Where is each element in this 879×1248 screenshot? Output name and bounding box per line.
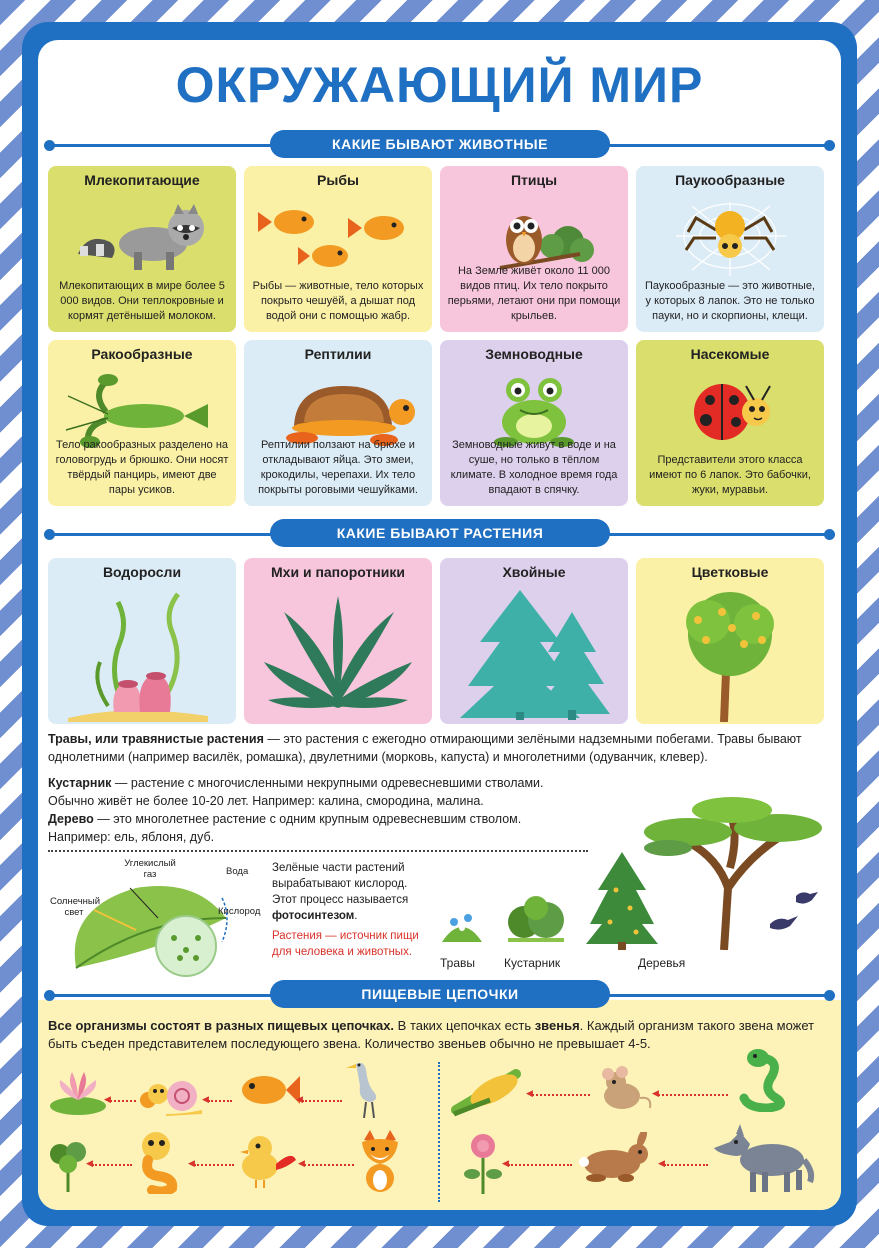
wolf-icon	[710, 1122, 816, 1194]
label-water: Вода	[226, 866, 249, 877]
term-shrub: Кустарник	[48, 776, 112, 790]
plant-card-conifers	[440, 558, 628, 724]
chain-arrow	[194, 1164, 234, 1166]
dotted-separator	[48, 850, 588, 852]
food-text-1: В таких цепочках есть	[394, 1018, 535, 1033]
animal-card-arachnids	[636, 166, 824, 332]
card-title: Насекомые	[690, 346, 770, 362]
food-bold-1: Все организмы состоят в разных пищевых цепочках.	[48, 1018, 395, 1033]
section-title-food: ПИЩЕВЫЕ ЦЕПОЧКИ	[270, 980, 610, 1008]
poster-sheet	[38, 40, 841, 1210]
food-bold-2: звенья	[534, 1018, 580, 1033]
goldfish-icon	[244, 192, 432, 276]
label-co2: Углекислый газ	[124, 858, 176, 880]
label-oxygen: Кислород	[218, 906, 261, 917]
animal-card-amphibians	[440, 340, 628, 506]
label-sunlight: Солнечный свет	[50, 896, 101, 918]
text-tree-1: — это многолетнее растение с одним крупным одревесневшим стволом.	[93, 812, 522, 826]
chick-icon	[236, 1130, 300, 1190]
animal-card-fish	[244, 166, 432, 332]
ladybug-icon	[636, 366, 824, 450]
birds-icon	[766, 888, 826, 938]
section-title-plants: КАКИЕ БЫВАЮТ РАСТЕНИЯ	[270, 519, 610, 547]
card-text: Земноводные живут в воде и на суше, но только в тёплом климате. В холодное время года впадают в спячку.	[450, 439, 618, 496]
raccoon-icon	[48, 192, 236, 276]
chain-arrow	[304, 1164, 354, 1166]
card-title: Земноводные	[485, 346, 583, 362]
heron-icon	[344, 1056, 388, 1118]
photosynthesis-red-note: Растения — источник пищи для человека и животных.	[272, 930, 419, 958]
plants-grid	[48, 558, 831, 724]
label-trees: Деревья	[638, 956, 686, 970]
term-herbs: Травы, или травянистые растения	[48, 732, 264, 746]
card-title: Рептилии	[304, 346, 372, 362]
card-title: Рыбы	[317, 172, 359, 188]
paragraph-herbs	[48, 730, 828, 766]
photosynthesis-term: фотосинтезом	[272, 910, 355, 922]
card-title: Хвойные	[502, 564, 566, 580]
chain-arrow	[664, 1164, 708, 1166]
chain-arrow	[302, 1100, 342, 1102]
plant-card-flowering	[636, 558, 824, 724]
card-text: Млекопитающих в мире более 5 000 видов. Они теплокровные и кормят детёнышей молоком.	[59, 280, 225, 322]
mouse-icon	[594, 1066, 654, 1114]
water-lily-icon	[48, 1064, 108, 1116]
card-text: Рептилии ползают на брюхе и откладывают яйца. Это змеи, крокодилы, черепахи. Их тело покрыты роговыми чешуйками.	[258, 439, 418, 496]
chain-arrow	[658, 1094, 728, 1096]
caterpillar-snail-icon	[136, 1070, 206, 1118]
card-title: Млекопитающие	[84, 172, 200, 188]
photosynthesis-term-end: .	[354, 910, 358, 922]
term-tree: Дерево	[48, 812, 94, 826]
card-text: Тело ракообразных разделено на головогрудь и брюшко. Они носят твёрдый панцирь, имеют две пары усиков.	[55, 439, 229, 496]
animals-grid	[48, 166, 831, 506]
clover-icon	[462, 1130, 504, 1194]
photosynthesis-text-body: Зелёные части растений вырабатывают кислород. Этот процесс называется	[272, 862, 409, 906]
label-herbs: Травы	[440, 956, 476, 970]
section-title-animals: КАКИЕ БЫВАЮТ ЖИВОТНЫЕ	[270, 130, 610, 158]
text-herbs: — это растения с ежегодно отмирающими зелёными надземными побегами. Травы бывают однолетними (например василёк, ромашка), двулетними (морковь, капуста) и многолетними (одуванчик, клевер).	[48, 732, 802, 764]
card-title: Водоросли	[102, 564, 182, 580]
card-text: Представители этого класса имеют по 6 лапок. Это бабочки, жуки, муравьи.	[649, 454, 811, 496]
card-title: Цветковые	[691, 564, 769, 580]
chain-arrow	[92, 1164, 132, 1166]
algae-icon	[48, 582, 236, 722]
card-title: Ракообразные	[91, 346, 193, 362]
pear-tree-icon	[636, 582, 824, 722]
card-text: Паукообразные — это животные, у которых 8 лапок. Это не только пауки, но и скорпионы, клещи.	[645, 280, 815, 322]
card-text: На Земле живёт около 11 000 видов птиц. Их тело покрыто перьями, летают они при помощи крыльев.	[447, 265, 621, 322]
label-shrub: Кустарник	[504, 956, 561, 970]
chain-arrow	[208, 1100, 232, 1102]
goldfish-icon	[234, 1066, 300, 1114]
text-shrub-1: — растение с многочисленными некрупными одревесневшими стволами.	[111, 776, 544, 790]
page-title: ОКРУЖАЮЩИЙ МИР	[175, 57, 704, 113]
plant-card-algae	[48, 558, 236, 724]
food-chains-text	[48, 1017, 828, 1053]
animal-card-crustaceans	[48, 340, 236, 506]
card-text: Рыбы — животные, тело которых покрыто чешуёй, а дышат под водой они с помощью жабр.	[252, 280, 424, 322]
text-shrub-2: Обычно живёт не более 10-20 лет. Например: калина, смородина, малина.	[48, 794, 484, 808]
card-title: Мхи и папоротники	[271, 564, 405, 580]
food-text-2: . Каждый организм такого звена может быть съеден представителем последующего звена. Количество звеньев обычно не превышает 4-5.	[48, 1018, 815, 1051]
worm-icon	[134, 1130, 190, 1194]
plant-card-mosses-ferns	[244, 558, 432, 724]
parsley-icon	[48, 1136, 88, 1192]
paragraph-tree	[48, 810, 648, 846]
text-tree-2: Например: ель, яблоня, дуб.	[48, 830, 215, 844]
chain-arrow	[508, 1164, 572, 1166]
spider-icon	[636, 192, 824, 276]
photosynthesis-text	[272, 860, 422, 924]
fox-icon	[356, 1130, 404, 1194]
food-chains-divider	[438, 1062, 440, 1202]
fir-trees-icon	[440, 582, 628, 722]
snake-icon	[732, 1046, 796, 1112]
shrub-icon	[504, 892, 568, 944]
animal-card-mammals	[48, 166, 236, 332]
animal-card-reptiles	[244, 340, 432, 506]
fern-icon	[244, 582, 432, 722]
animal-card-birds	[440, 166, 628, 332]
chain-arrow	[110, 1100, 136, 1102]
chain-arrow	[532, 1094, 590, 1096]
card-title: Паукообразные	[675, 172, 785, 188]
card-title: Птицы	[510, 172, 558, 188]
herbs-icon	[438, 902, 486, 944]
rabbit-icon	[576, 1132, 660, 1186]
corn-icon	[450, 1066, 530, 1118]
animal-card-insects	[636, 340, 824, 506]
